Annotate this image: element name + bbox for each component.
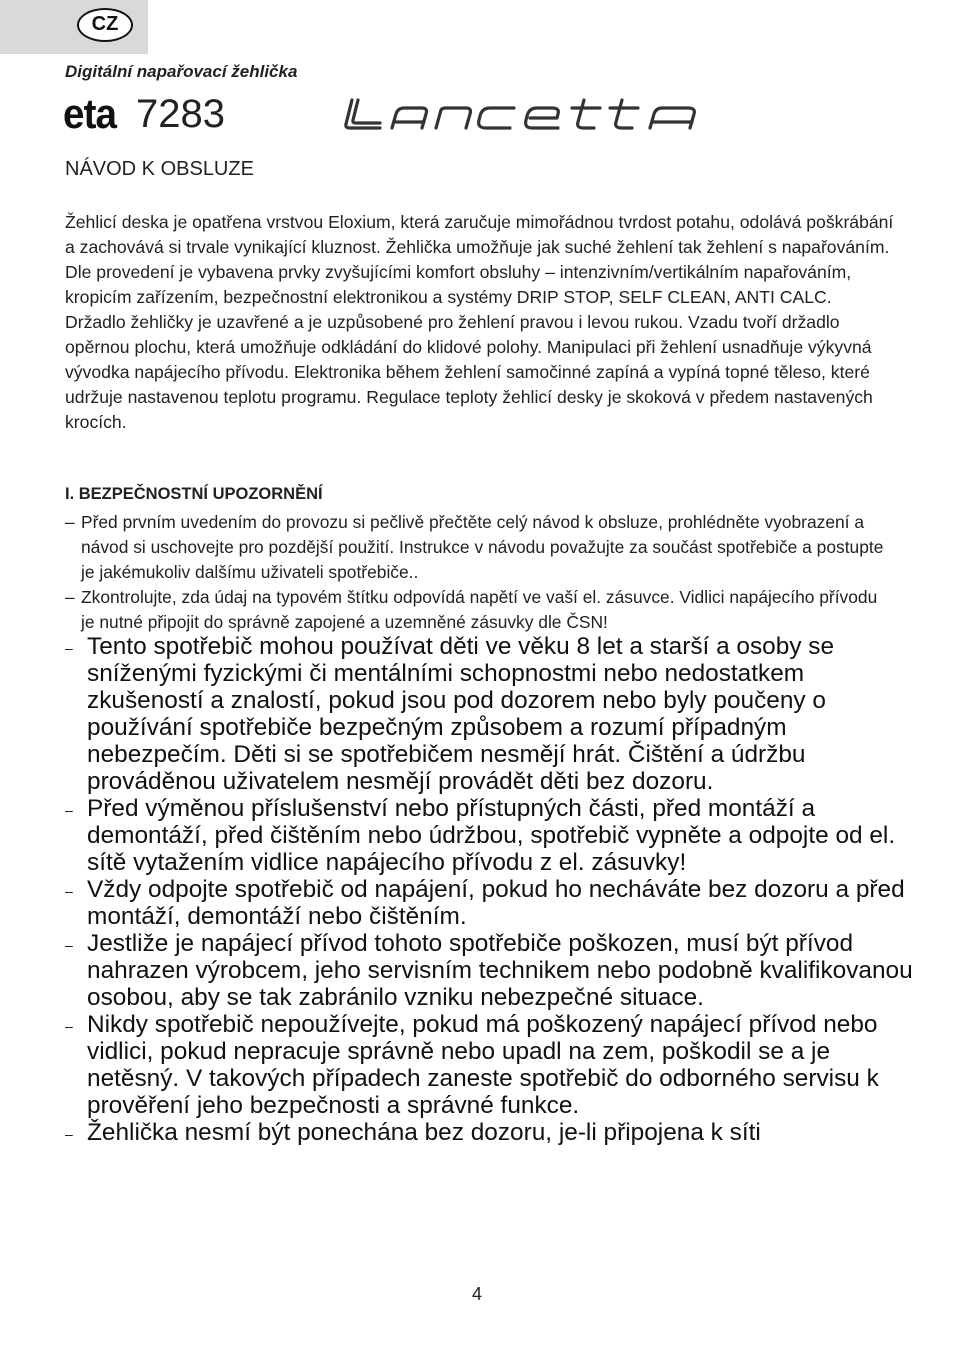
list-item: [65, 1011, 925, 1119]
list-item-text: Před výměnou příslušenství nebo přístupných části, před montáží a demontáží, před čištěním nebo údržbou, spotřebič vypněte a odpojte od el. sítě vytažením vidlice napájecího přívodu z el. zásuvky!: [87, 795, 896, 876]
list-item: [65, 876, 925, 930]
list-dash: –: [65, 587, 75, 607]
list-item: [65, 1119, 925, 1146]
manual-title: NÁVOD K OBSLUZE: [65, 158, 254, 180]
list-item-text: Jestliže je napájecí přívod tohoto spotřebiče poškozen, musí být přívod nahrazen výrobcem, jeho servisním technikem nebo podobně kvalifikovanou osobou, aby se tak zabránilo vzniku nebezpečné situace.: [87, 930, 913, 1011]
list-dash: –: [65, 1126, 73, 1142]
list-item-text: Žehlička nesmí být ponechána bez dozoru, je-li připojena k síti: [87, 1119, 761, 1146]
list-item-text: Tento spotřebič mohou používat děti ve věku 8 let a starší a osoby se sníženými fyzickými či mentálními schopnostmi nebo nedostatkem zkušeností a znalostí, pokud jsou pod dozorem nebo byly poučeny o používání spotřebiče bezpečným způsobem a rozumí případným nebezpečím. Děti si se spotřebičem nesmějí hrát. Čištění a údržbu prováděnou uživatelem nesmějí provádět děti bez dozoru.: [87, 633, 835, 795]
list-dash: –: [65, 937, 73, 953]
list-item-text: Nikdy spotřebič nepoužívejte, pokud má poškozený napájecí přívod nebo vidlici, pokud nepracuje správně nebo upadl na zem, poškodil se a je netěsný. V takových případech zaneste spotřebič do odborného servisu k prověření jeho bezpečnosti a správné funkce.: [87, 1011, 879, 1119]
list-item: [65, 633, 925, 795]
list-item: [65, 585, 895, 635]
product-subtitle: Digitální napařovací žehlička: [65, 62, 298, 81]
list-item: [65, 930, 925, 1011]
list-item: [65, 510, 895, 585]
list-dash: –: [65, 883, 73, 899]
page-number: 4: [471, 1284, 482, 1304]
model-number: 7283: [136, 92, 225, 136]
safety-list-large: [65, 633, 925, 1146]
safety-list-small: [65, 510, 895, 635]
brand-logo-eta: eta: [63, 90, 117, 137]
list-dash: –: [65, 1018, 73, 1034]
list-item: [65, 795, 925, 876]
intro-paragraph: Žehlicí deska je opatřena vrstvou Eloxium, která zaručuje mimořádnou tvrdost potahu, odolává poškrábání a zachovává si trvale vynikající kluznost. Žehlička umožňuje jak suché žehlení tak žehlení s napařováním. Dle provedení je vybavena prvky zvyšujícími komfort obsluhy – intenzivním/vertikálním napařováním, kropicím zařízením, bezpečnostní elektronikou a systémy DRIP STOP, SELF CLEAN, ANTI CALC. Držadlo žehličky je uzavřené a je uzpůsobené pro žehlení pravou i levou rukou. Vzadu tvoří držadlo opěrnou plochu, která umožňuje odkládání do klidové polohy. Manipulaci při žehlení usnadňuje výkyvná vývodka napájecího přívodu. Elektronika během žehlení samočinné zapíná a vypíná topné těleso, které udržuje nastavenou teplotu programu. Regulace teploty žehlicí desky je skoková v předem nastavených krocích.: [65, 212, 894, 432]
language-tab: [0, 0, 148, 54]
language-badge: CZ: [77, 8, 133, 42]
list-dash: –: [65, 640, 73, 656]
list-dash: –: [65, 802, 73, 818]
list-item-text: Před prvním uvedením do provozu si pečlivě přečtěte celý návod k obsluze, prohlédněte vyobrazení a návod si uschovejte pro pozdější použití. Instrukce v návodu považujte za součást spotřebiče a postupte je jakémukoliv dalšímu uživateli spotřebiče..: [81, 512, 884, 582]
list-dash: –: [65, 512, 75, 532]
lancetta-logo: [338, 96, 708, 132]
safety-section-title: I. BEZPEČNOSTNÍ UPOZORNĚNÍ: [65, 485, 323, 503]
list-item-text: Zkontrolujte, zda údaj na typovém štítku odpovídá napětí ve vaší el. zásuvce. Vidlici napájecího přívodu je nutné připojit do správně zapojené a uzemněné zásuvky dle ČSN!: [81, 587, 878, 632]
list-item-text: Vždy odpojte spotřebič od napájení, pokud ho necháváte bez dozoru a před montáží, demontáží nebo čištěním.: [87, 876, 905, 930]
